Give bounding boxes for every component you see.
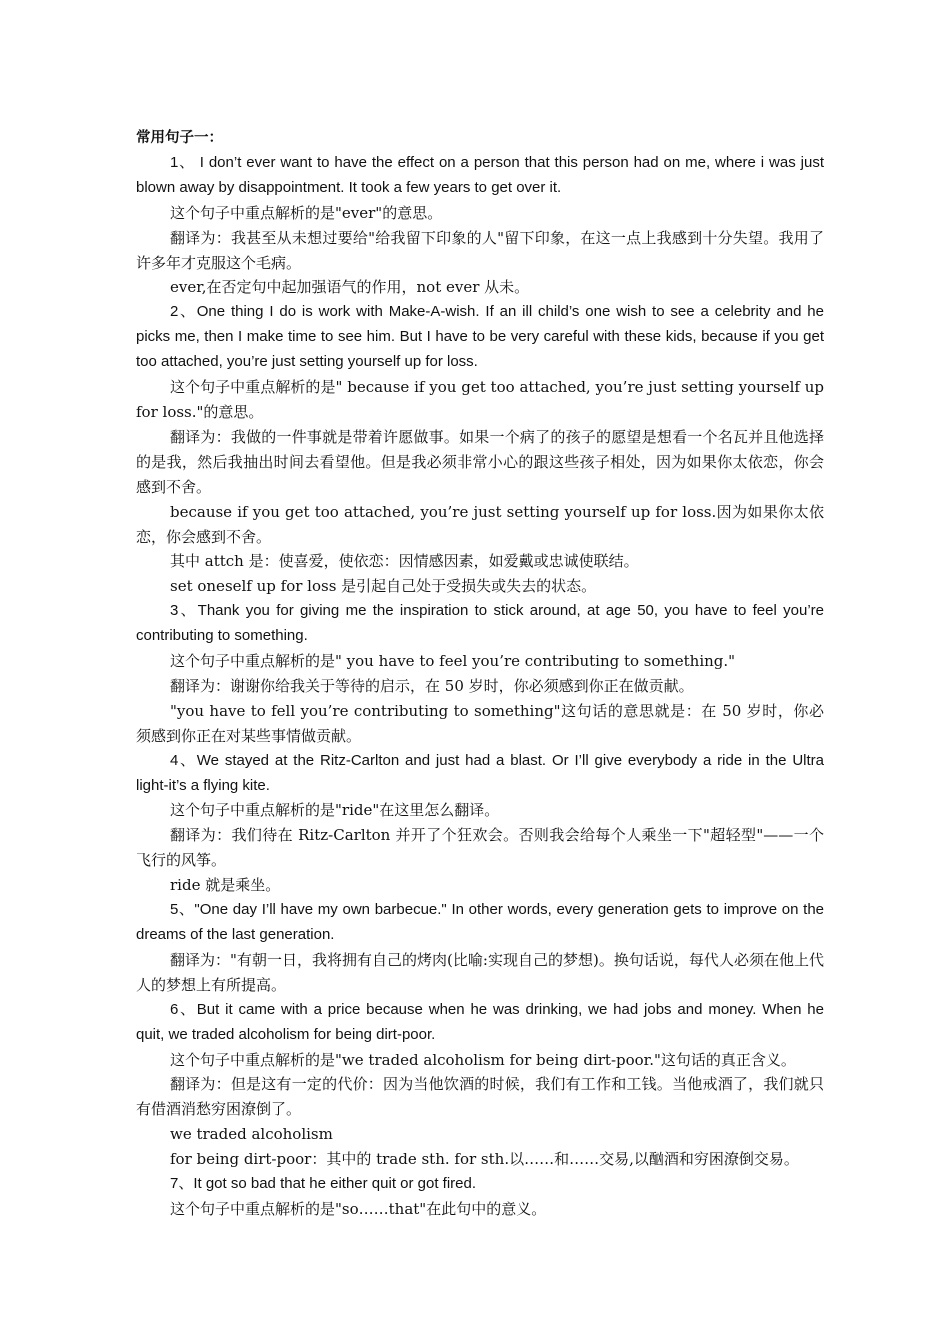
analysis-3: 这个句子中重点解析的是" you have to feel you’re contributing to something.": [170, 652, 736, 671]
sentence-1: 1、 I don’t ever want to have the effect on a person that this person had on me, where i was just blown away by disappointment. It took a few years to get over it.: [136, 153, 824, 196]
note-2c: set oneself up for loss 是引起自己处于受损失或失去的状态。: [170, 577, 597, 596]
translation-1: 翻译为：我甚至从未想过要给"给我留下印象的人"留下印象，在这一点上我感到十分失望。我用了许多年才克服这个毛病。: [136, 228, 824, 272]
analysis-6: 这个句子中重点解析的是"we traded alcoholism for being dirt-poor."这句话的真正含义。: [170, 1050, 796, 1069]
translation-5: 翻译为："有朝一日，我将拥有自己的烤肉(比喻:实现自己的梦想)。换句话说，每代人必须在他上代人的梦想上有所提高。: [136, 950, 824, 994]
translation-3: 翻译为：谢谢你给我关于等待的启示，在 50 岁时，你必须感到你正在做贡献。: [170, 676, 694, 695]
translation-4: 翻译为：我们待在 Ritz-Carlton 并开了个狂欢会。否则我会给每个人乘坐一下"超轻型"——一个飞行的风筝。: [136, 826, 824, 870]
section-title: 常用句子一：: [136, 130, 223, 146]
note-1: ever,在否定句中起加强语气的作用，not ever 从未。: [170, 278, 530, 297]
sentence-5: 5、"One day I’ll have my own barbecue." In other words, every generation gets to improve on the dreams of the last generation.: [136, 901, 824, 943]
note-3: "you have to fell you’re contributing to something"这句话的意思就是：在 50 岁时，你必须感到你正在对某些事情做贡献。: [136, 701, 824, 745]
analysis-7: 这个句子中重点解析的是"so……that"在此句中的意义。: [170, 1199, 547, 1218]
note-2a: because if you get too attached, you’re just setting yourself up for loss.因为如果你太依恋，你会感到不舍。: [136, 502, 824, 546]
note-6b: for being dirt-poor：其中的 trade sth. for sth.以……和……交易,以酗酒和穷困潦倒交易。: [170, 1150, 799, 1169]
translation-2: 翻译为：我做的一件事就是带着许愿做事。如果一个病了的孩子的愿望是想看一个名瓦并且他选择的是我，然后我抽出时间去看望他。但是我必须非常小心的跟这些孩子相处，因为如果你太依恋，你会感到不舍。: [136, 427, 824, 496]
sentence-7: 7、It got so bad that he either quit or got fired.: [170, 1175, 477, 1193]
analysis-1: 这个句子中重点解析的是"ever"的意思。: [170, 203, 443, 222]
note-6a: we traded alcoholism: [170, 1125, 333, 1144]
document-page: [136, 126, 824, 1222]
analysis-4: 这个句子中重点解析的是"ride"在这里怎么翻译。: [170, 801, 500, 820]
sentence-2: 2、One thing I do is work with Make-A-wish. If an ill child’s one wish to see a celebrity and he picks me, then I make time to see him. But I have to be very careful with these kids, because if you get too attached, you’re just setting yourself up for loss.: [136, 303, 824, 371]
note-2b: 其中 attch 是：使喜爱，使依恋：因情感因素，如爱戴或忠诚使联结。: [170, 552, 639, 571]
translation-6: 翻译为：但是这有一定的代价：因为当他饮酒的时候，我们有工作和工钱。当他戒酒了，我们就只有借酒消愁穷困潦倒了。: [136, 1075, 824, 1119]
analysis-2: 这个句子中重点解析的是" because if you get too attached, you’re just setting yourself up for loss."的意思。: [136, 378, 824, 421]
sentence-4: 4、We stayed at the Ritz-Carlton and just had a blast. Or I’ll give everybody a ride in the Ultra light-it’s a flying kite.: [136, 751, 824, 794]
sentence-6: 6、But it came with a price because when he was drinking, we had jobs and money. When he quit, we traded alcoholism for being dirt-poor.: [136, 1000, 824, 1043]
sentence-3: 3、Thank you for giving me the inspiration to stick around, at age 50, you have to feel you’re contributing to something.: [136, 602, 824, 645]
note-4: ride 就是乘坐。: [170, 876, 281, 895]
